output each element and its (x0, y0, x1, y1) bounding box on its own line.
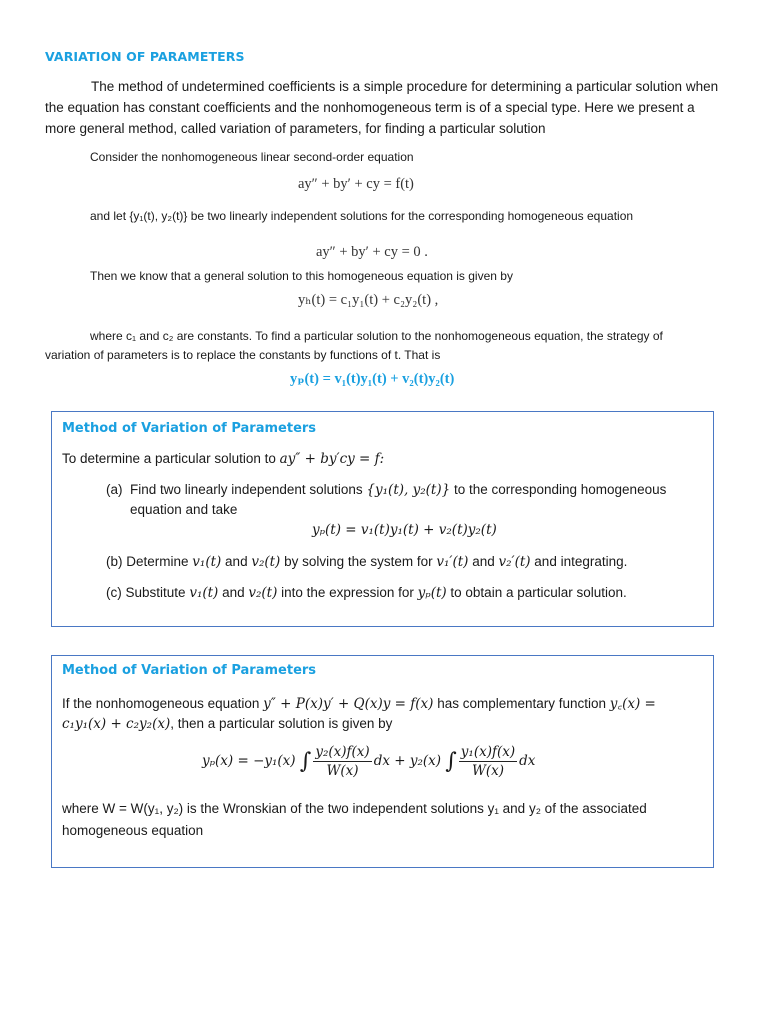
method-box-1 (51, 411, 714, 627)
equation-particular-solution: yₚ(t) = v₁(t)y₁(t) + v₂(t)y₂(t) (290, 371, 455, 387)
box2-title: Method of Variation of Parameters (62, 663, 317, 678)
box1-step-a-line1: (a) Find two linearly independent solutions {y₁(t), y₂(t)} to the corresponding homogeneous (106, 482, 667, 498)
consider-text: Consider the nonhomogeneous linear second-order equation (90, 150, 414, 164)
box1-title: Method of Variation of Parameters (62, 421, 317, 436)
box1-lead: To determine a particular solution to ay″ + by′cy = f: (62, 451, 385, 467)
then-text: Then we know that a general solution to this homogeneous equation is given by (90, 269, 513, 283)
fraction-2: $\frac{\text{y₁(x)f(x)}}{W(x)}$ (460, 744, 516, 779)
box1-lead-equation: ay″ + by′cy = f: (279, 451, 385, 467)
box1-step-a-line2: equation and take (130, 502, 238, 517)
method-box-2 (51, 655, 714, 868)
section-heading: VARIATION OF PARAMETERS (45, 49, 245, 64)
integral-sign-icon: ∫ (299, 749, 312, 774)
equation-nonhomogeneous: ay″ + by′ + cy = f(t) (298, 176, 414, 192)
integral-sign-icon: ∫ (445, 749, 457, 774)
box2-wronskian-line2: homogeneous equation (62, 823, 204, 838)
where-text-line2: variation of parameters is to replace the constants by functions of t. That is (45, 348, 441, 362)
and-let-text: and let {y₁(t), y₂(t)} be two linearly independent solutions for the corresponding homogeneous equation (90, 209, 634, 223)
equation-general-solution: yₕ(t) = c₁y₁(t) + c₂y₂(t) , (298, 292, 439, 308)
fraction-1: $\frac{\text{y₂(x)f(x)}}{W(x)}$ (315, 744, 370, 779)
box1-step-c: (c) Substitute v₁(t) and v₂(t) into the expression for yₚ(t) to obtain a particular solution. (106, 585, 627, 601)
box1-step-b: (b) Determine v₁(t) and v₂(t) by solving the system for v₁′(t) and v₂′(t) and integrating. (106, 554, 628, 570)
equation-homogeneous: ay″ + by′ + cy = 0 . (316, 244, 428, 260)
box2-line2: c₁y₁(x) + c₂y₂(x), then a particular solution is given by (62, 716, 393, 732)
box2-wronskian-line1: where W = W(y₁, y₂) is the Wronskian of the two independent solutions y₁ and y₂ of the associated (62, 801, 647, 816)
box1-step-a-equation: yₚ(t) = v₁(t)y₁(t) + v₂(t)y₂(t) (312, 522, 497, 538)
box2-line1: If the nonhomogeneous equation y″ + P(x)y′ + Q(x)y = f(x) has complementary function y꜀(x) = (62, 696, 656, 712)
where-text-line1: where c₁ and c₂ are constants. To find a particular solution to the nonhomogeneous equation, the strategy of (90, 329, 663, 343)
intro-text: The method of undetermined coefficients is a simple procedure for determining a particular solution when the equation has constant coefficients and the nonhomogeneous term is of a special type. Here we present a more general method, called variation of parameters, for finding a particular solution (45, 79, 719, 136)
intro-paragraph (45, 76, 721, 139)
box2-formula: yₚ(x) = −y₁(x) ∫ $\frac{\text{y₂(x)f(x)}}{W(x)}$ dx + y₂(x) ∫ $\frac{\text{y₁(x)f(x)}}{W(x)}$ dx (202, 744, 536, 779)
